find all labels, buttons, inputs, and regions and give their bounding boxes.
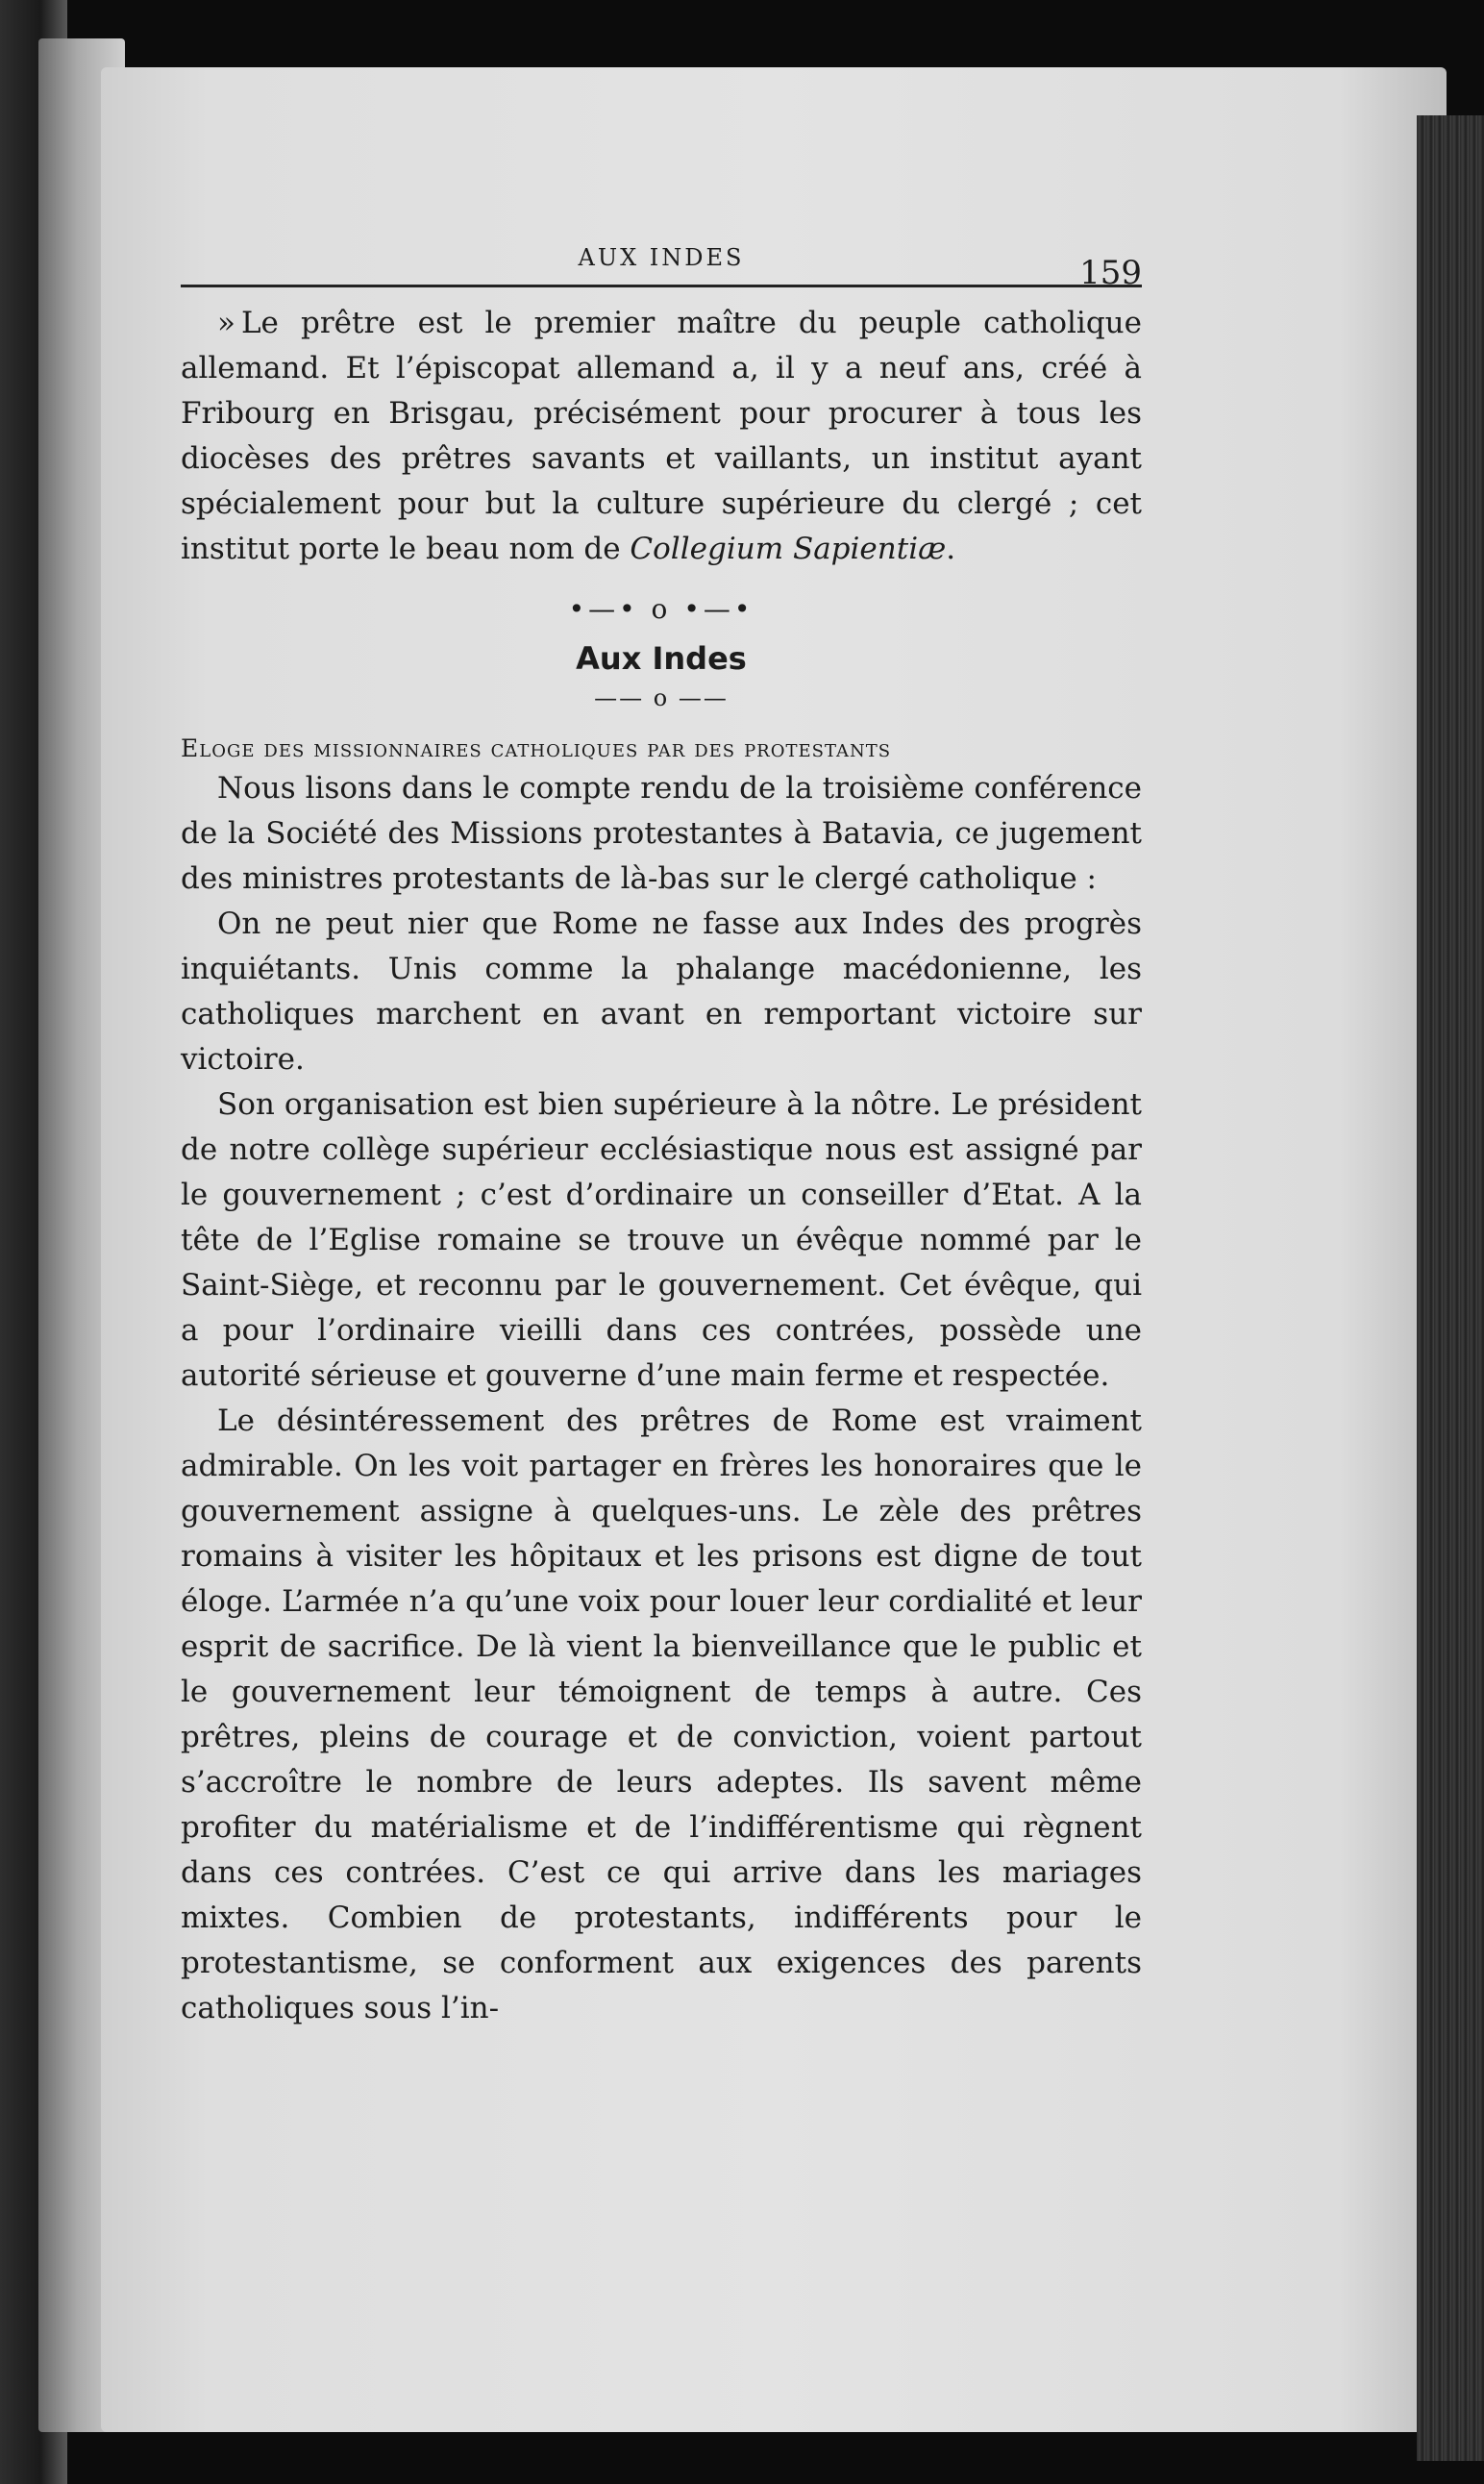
italic-title: Collegium Sapientiæ [630,532,947,566]
paragraph-quote [181,301,1142,572]
quote-mark: » [217,306,235,340]
page-text [181,240,1142,2031]
section-title: Aux Indes [576,640,747,677]
page-stack-edge [1417,115,1484,2461]
small-ornament: —— o —— [594,684,729,711]
section-subtitle: Eloge des missionnaires catholiques par des protestants [181,734,892,762]
paragraph: Nous lisons dans le compte rendu de la troisième conférence de la Société des Missions protestantes à Batavia, ce jugement des ministres protestants de là-bas sur le clergé catholique : [181,771,1142,896]
paragraph: Le désintéressement des prêtres de Rome est vraiment admirable. On les voit partager en frères les honoraires que le gouvernement assigne à quelques-uns. Le zèle des prêtres romains à visiter les hôpitaux et les prisons est digne de tout éloge. L’armée n’a qu’une voix pour louer leur cordialité et leur esprit de sacrifice. De là vient la bienveillance que le public et le gouvernement leur témoignent de temps à autre. Ces prêtres, pleins de courage et de conviction, voient partout s’accroître le nombre de leurs adeptes. Ils savent même profiter du matérialisme et de l’indifférentisme qui règnent dans ces contrées. C’est ce qui arrive dans les mariages mixtes. Combien de protestants, indifférents pour le protestantisme, se conforment aux exigences des parents catholiques sous l’in- [181,1403,1142,2025]
paragraph: Son organisation est bien supérieure à la nôtre. Le président de notre collège supérieur ecclésiastique nous est assigné par le gouvernement ; c’est d’ordinaire un conseiller d’Etat. A la tête de l’Eglise romaine se trouve un évêque nommé par le Saint-Siège, et reconnu par le gouvernement. Cet évêque, qui a pour l’ordinaire vieilli dans ces contrées, possède une autorité sérieuse et gouverne d’une main ferme et respectée. [181,1087,1142,1393]
header-rule [181,285,1142,287]
page-number: 159 [1079,254,1142,292]
paragraph: On ne peut nier que Rome ne fasse aux Indes des progrès inquiétants. Unis comme la phalange macédonienne, les catholiques marchent en avant en remportant victoire sur victoire. [181,907,1142,1077]
paragraph-end: . [946,532,956,566]
running-title: AUX INDES [578,244,745,271]
section-ornament: •—• o •—• [568,593,754,625]
paragraph-text: Le prêtre est le premier maître du peuple catholique allemand. Et l’épiscopat allemand a, il y a neuf ans, créé à Fribourg en Brisgau, précisément pour procurer à tous les diocèses des prêtres savants et vaillants, un institut ayant spécialement pour but la culture supérieure du clergé ; cet institut porte le beau nom de [181,306,1142,566]
running-head [181,240,1142,292]
